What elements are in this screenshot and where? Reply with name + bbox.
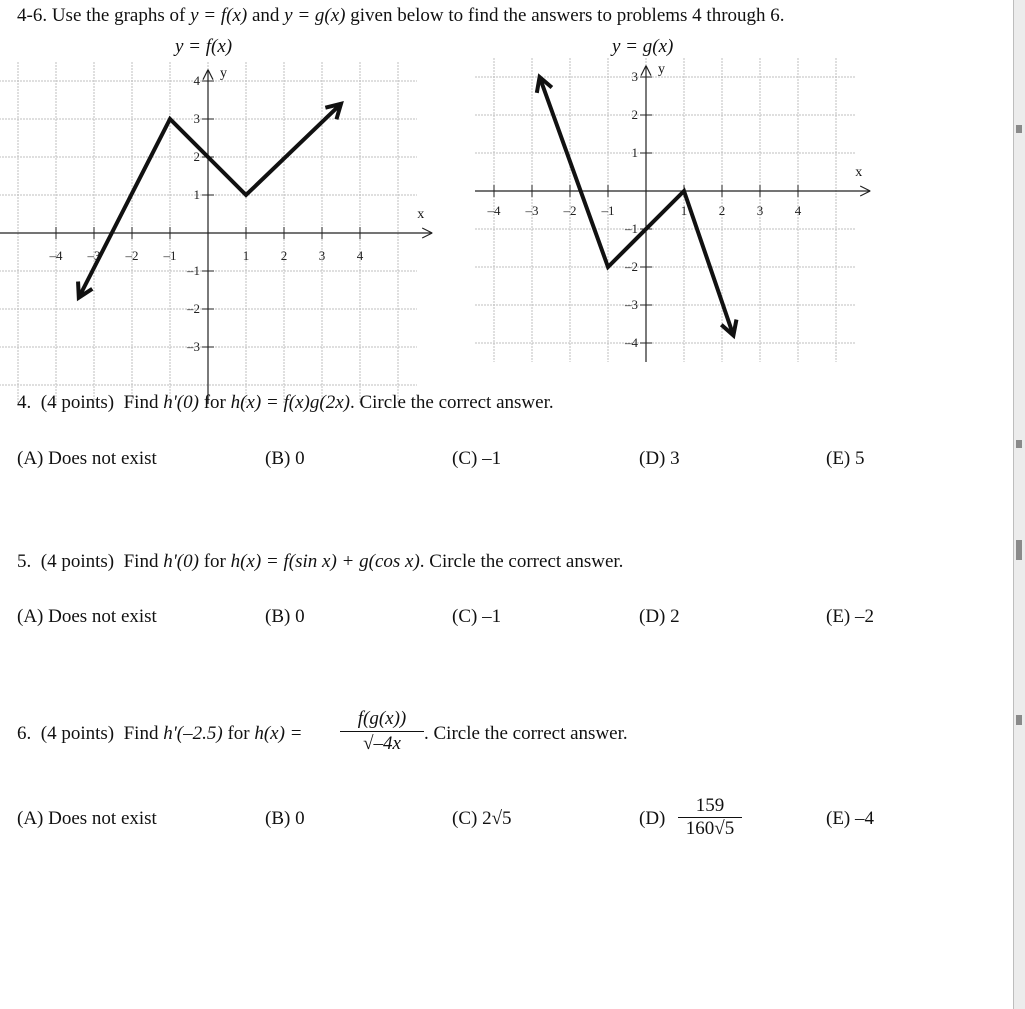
q5-choice-d[interactable]: (D) 2 xyxy=(639,606,680,627)
y-tick-label: 1 xyxy=(631,145,638,160)
y-tick-label: 1 xyxy=(193,187,200,202)
q6-choice-b[interactable]: (B) 0 xyxy=(265,808,305,829)
x-tick-label: –2 xyxy=(563,203,577,218)
x-tick-label: 4 xyxy=(794,203,802,218)
function-curve xyxy=(79,104,341,298)
q6-tail: . Circle the correct answer. xyxy=(424,723,628,744)
problem-header xyxy=(17,5,785,27)
x-tick-label: 3 xyxy=(756,203,764,218)
y-tick-label: –1 xyxy=(625,221,638,236)
y-tick-label: 4 xyxy=(193,73,200,88)
header-g-equation: y = g(x) xyxy=(284,5,346,26)
question-6: 6. (4 points) Find h'(–2.5) for h(x) = xyxy=(17,723,303,744)
x-tick-label: 1 xyxy=(242,248,250,263)
x-tick-label: –4 xyxy=(487,203,501,218)
x-tick-label: –3 xyxy=(87,248,101,263)
graph-f xyxy=(0,55,425,365)
q4-choice-d[interactable]: (D) 3 xyxy=(639,448,680,469)
question-5: 5. (4 points) Find h'(0) for h(x) = f(sin x) + g(cos x). Circle the correct answer. xyxy=(17,551,624,572)
y-tick-label: 2 xyxy=(631,107,638,122)
scroll-marker xyxy=(1016,715,1022,725)
x-tick-label: 4 xyxy=(356,248,364,263)
y-tick-label: –3 xyxy=(187,339,200,354)
graph-g-title: y = g(x) xyxy=(612,36,674,57)
y-tick-label: –3 xyxy=(625,297,638,312)
x-tick-label: –1 xyxy=(163,248,177,263)
q4-choice-a[interactable]: (A) Does not exist xyxy=(17,448,157,469)
q6-choice-e[interactable]: (E) –4 xyxy=(826,808,875,829)
q6-choice-a[interactable]: (A) Does not exist xyxy=(17,808,157,829)
q5-choice-b[interactable]: (B) 0 xyxy=(265,606,305,627)
q6-choice-c[interactable]: (C) 2√5 xyxy=(452,808,512,829)
question-4: 4. (4 points) Find h'(0) for h(x) = f(x)g(2x). Circle the correct answer. xyxy=(17,392,554,413)
y-tick-label: 2 xyxy=(193,149,200,164)
q5-choice-e[interactable]: (E) –2 xyxy=(826,606,875,627)
x-tick-label: 1 xyxy=(680,203,688,218)
scroll-marker xyxy=(1016,440,1022,448)
x-tick-label: 3 xyxy=(318,248,326,263)
x-tick-label: –1 xyxy=(601,203,615,218)
header-f-equation: y = f(x) xyxy=(190,5,248,26)
q5-choice-c[interactable]: (C) –1 xyxy=(452,606,502,627)
x-tick-label: 2 xyxy=(718,203,726,218)
q6-d-numerator: 159 xyxy=(678,795,742,818)
graph-g xyxy=(440,55,863,365)
q4-choice-b[interactable]: (B) 0 xyxy=(265,448,305,469)
header-prefix: 4-6. Use the graphs of xyxy=(17,5,186,26)
q6-choice-d-fraction[interactable] xyxy=(678,795,742,840)
y-tick-label: 3 xyxy=(631,69,638,84)
q6-denominator: √–4x xyxy=(363,733,401,754)
scroll-marker xyxy=(1016,125,1022,133)
y-tick-label: –2 xyxy=(187,301,200,316)
q6-d-denominator: 160√5 xyxy=(685,818,735,839)
x-tick-label: –4 xyxy=(49,248,63,263)
q6-fraction xyxy=(340,708,424,755)
header-and: and xyxy=(251,5,280,26)
header-suffix: given below to find the answers to problems 4 through 6. xyxy=(350,5,785,26)
window-scrollbar[interactable] xyxy=(1013,0,1025,1009)
y-tick-label: –4 xyxy=(625,335,638,350)
x-axis-label: x xyxy=(417,207,425,222)
x-tick-label: 2 xyxy=(280,248,288,263)
q5-choice-a[interactable]: (A) Does not exist xyxy=(17,606,157,627)
q6-choice-d[interactable]: (D) xyxy=(639,808,666,829)
y-axis-label: y xyxy=(220,66,227,82)
y-tick-label: 3 xyxy=(193,111,200,126)
q6-numerator: f(g(x)) xyxy=(357,708,407,729)
graph-f-title: y = f(x) xyxy=(175,36,233,57)
q4-choice-e[interactable]: (E) 5 xyxy=(826,448,865,469)
x-tick-label: –2 xyxy=(125,248,139,263)
y-tick-label: –2 xyxy=(625,259,638,274)
y-axis-label: y xyxy=(658,62,665,78)
y-tick-label: –1 xyxy=(187,263,200,278)
x-axis-label: x xyxy=(855,165,863,180)
q4-choice-c[interactable]: (C) –1 xyxy=(452,448,502,469)
x-tick-label: –3 xyxy=(525,203,539,218)
scroll-marker xyxy=(1016,540,1022,560)
